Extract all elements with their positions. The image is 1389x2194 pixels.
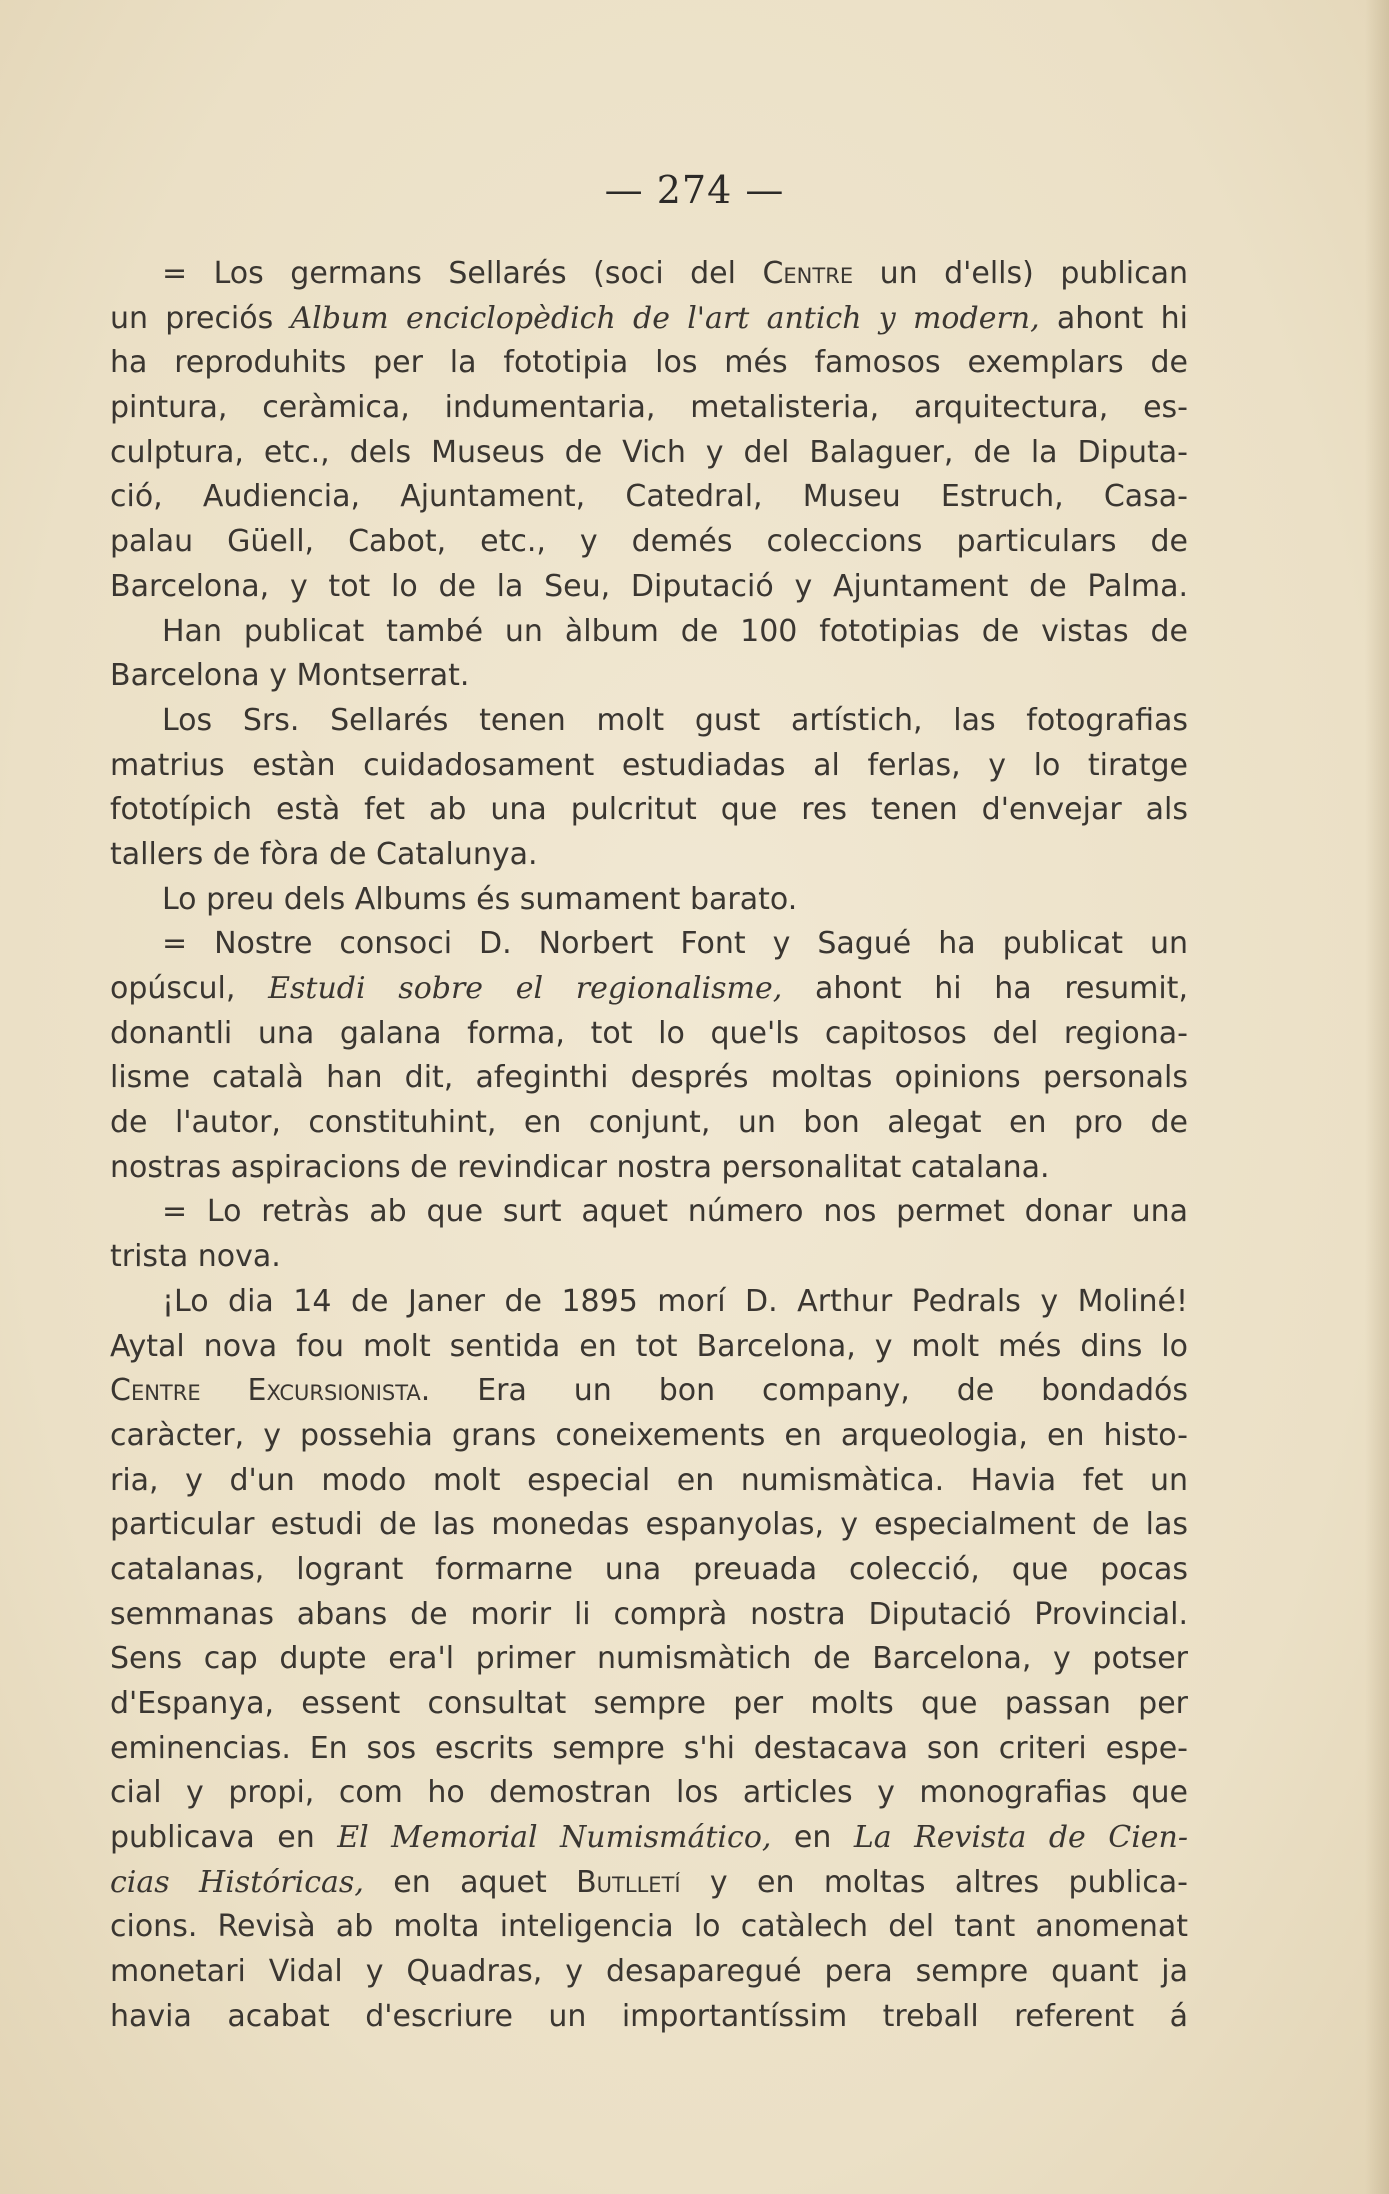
text-line: matrius estàn cuidadosament estudiadas al ferlas, y lo tiratge: [110, 747, 1188, 783]
text-line: Sens cap dupte era'l primer numismàtich de Barcelona, y potser: [110, 1641, 1188, 1677]
text-line: publicava en El Memorial Numismático, en La Revista de Cien-: [110, 1820, 1189, 1856]
text-line: cions. Revisà ab molta inteligencia lo catàlech del tant anomenat: [110, 1909, 1188, 1945]
text-line: particular estudi de las monedas espanyolas, y especialment de las: [110, 1507, 1188, 1543]
text-line: cial y propi, com ho demostran los articles y monografias que: [110, 1775, 1188, 1811]
text-line: caràcter, y possehia grans coneixements en arqueologia, en histo-: [110, 1417, 1188, 1453]
text-line: fototípich està fet ab una pulcritut que res tenen d'envejar als: [110, 792, 1188, 828]
text-line: ció, Audiencia, Ajuntament, Catedral, Museu Estruch, Casa-: [110, 479, 1188, 515]
text-line: ria, y d'un modo molt especial en numismàtica. Havia fet un: [110, 1462, 1188, 1498]
text-line: trista nova.: [110, 1239, 281, 1275]
text-line: tallers de fòra de Catalunya.: [110, 836, 538, 872]
text-line: = Los germans Sellarés (soci del Centre un d'ells) publican: [162, 256, 1188, 291]
text-line: = Nostre consoci D. Norbert Font y Sagué ha publicat un: [162, 926, 1188, 962]
body-text: [110, 252, 1188, 2040]
text-line: culptura, etc., dels Museus de Vich y del Balaguer, de la Diputa-: [110, 434, 1188, 470]
text-line: ha reproduhits per la fototipia los més famosos exemplars de: [110, 345, 1188, 381]
text-line: Aytal nova fou molt sentida en tot Barcelona, y molt més dins lo: [110, 1328, 1188, 1364]
text-line: palau Güell, Cabot, etc., y demés coleccions particulars de: [110, 524, 1188, 560]
text-line: de l'autor, constituhint, en conjunt, un bon alegat en pro de: [110, 1105, 1188, 1141]
text-line: Han publicat també un àlbum de 100 fototipias de vistas de: [162, 613, 1188, 649]
text-line: semmanas abans de morir li comprà nostra Diputació Provincial.: [110, 1596, 1188, 1632]
text-line: Centre Excursionista. Era un bon company, de bondadós: [110, 1373, 1188, 1409]
text-line: nostras aspiracions de revindicar nostra personalitat catalana.: [110, 1149, 1050, 1185]
text-line: Los Srs. Sellarés tenen molt gust artístich, las fotografias: [162, 702, 1188, 738]
text-line: Barcelona, y tot lo de la Seu, Diputació y Ajuntament de Palma.: [110, 568, 1188, 604]
text-line: = Lo retràs ab que surt aquet número nos permet donar una: [162, 1194, 1188, 1230]
text-line: opúscul, Estudi sobre el regionalisme, ahont hi ha resumit,: [110, 971, 1188, 1006]
text-line: cias Históricas, en aquet Butlletí y en moltas altres publica-: [110, 1864, 1188, 1900]
text-line: havia acabat d'escriure un importantíssim treball referent á: [110, 1998, 1188, 2034]
text-line: monetari Vidal y Quadras, y desaparegué pera sempre quant ja: [110, 1954, 1188, 1990]
text-line: pintura, ceràmica, indumentaria, metalisteria, arquitectura, es-: [110, 390, 1188, 426]
text-line: ¡Lo dia 14 de Janer de 1895 morí D. Arthur Pedrals y Moliné!: [162, 1283, 1188, 1319]
text-line: eminencias. En sos escrits sempre s'hi destacava son criteri espe-: [110, 1730, 1188, 1766]
text-line: Lo preu dels Albums és sumament barato.: [162, 881, 798, 917]
text-line: un preciós Album enciclopèdich de l'art antich y modern, ahont hi: [110, 300, 1189, 336]
text-line: catalanas, logrant formarne una preuada colecció, que pocas: [110, 1551, 1188, 1587]
text-line: d'Espanya, essent consultat sempre per molts que passan per: [110, 1686, 1188, 1721]
text-line: Barcelona y Montserrat.: [110, 658, 470, 694]
text-line: donantli una galana forma, tot lo que'ls capitosos del regiona-: [110, 1015, 1188, 1051]
text-line: lisme català han dit, afeginthi després moltas opinions personals: [110, 1060, 1188, 1096]
page-number: — 274 —: [604, 168, 785, 212]
